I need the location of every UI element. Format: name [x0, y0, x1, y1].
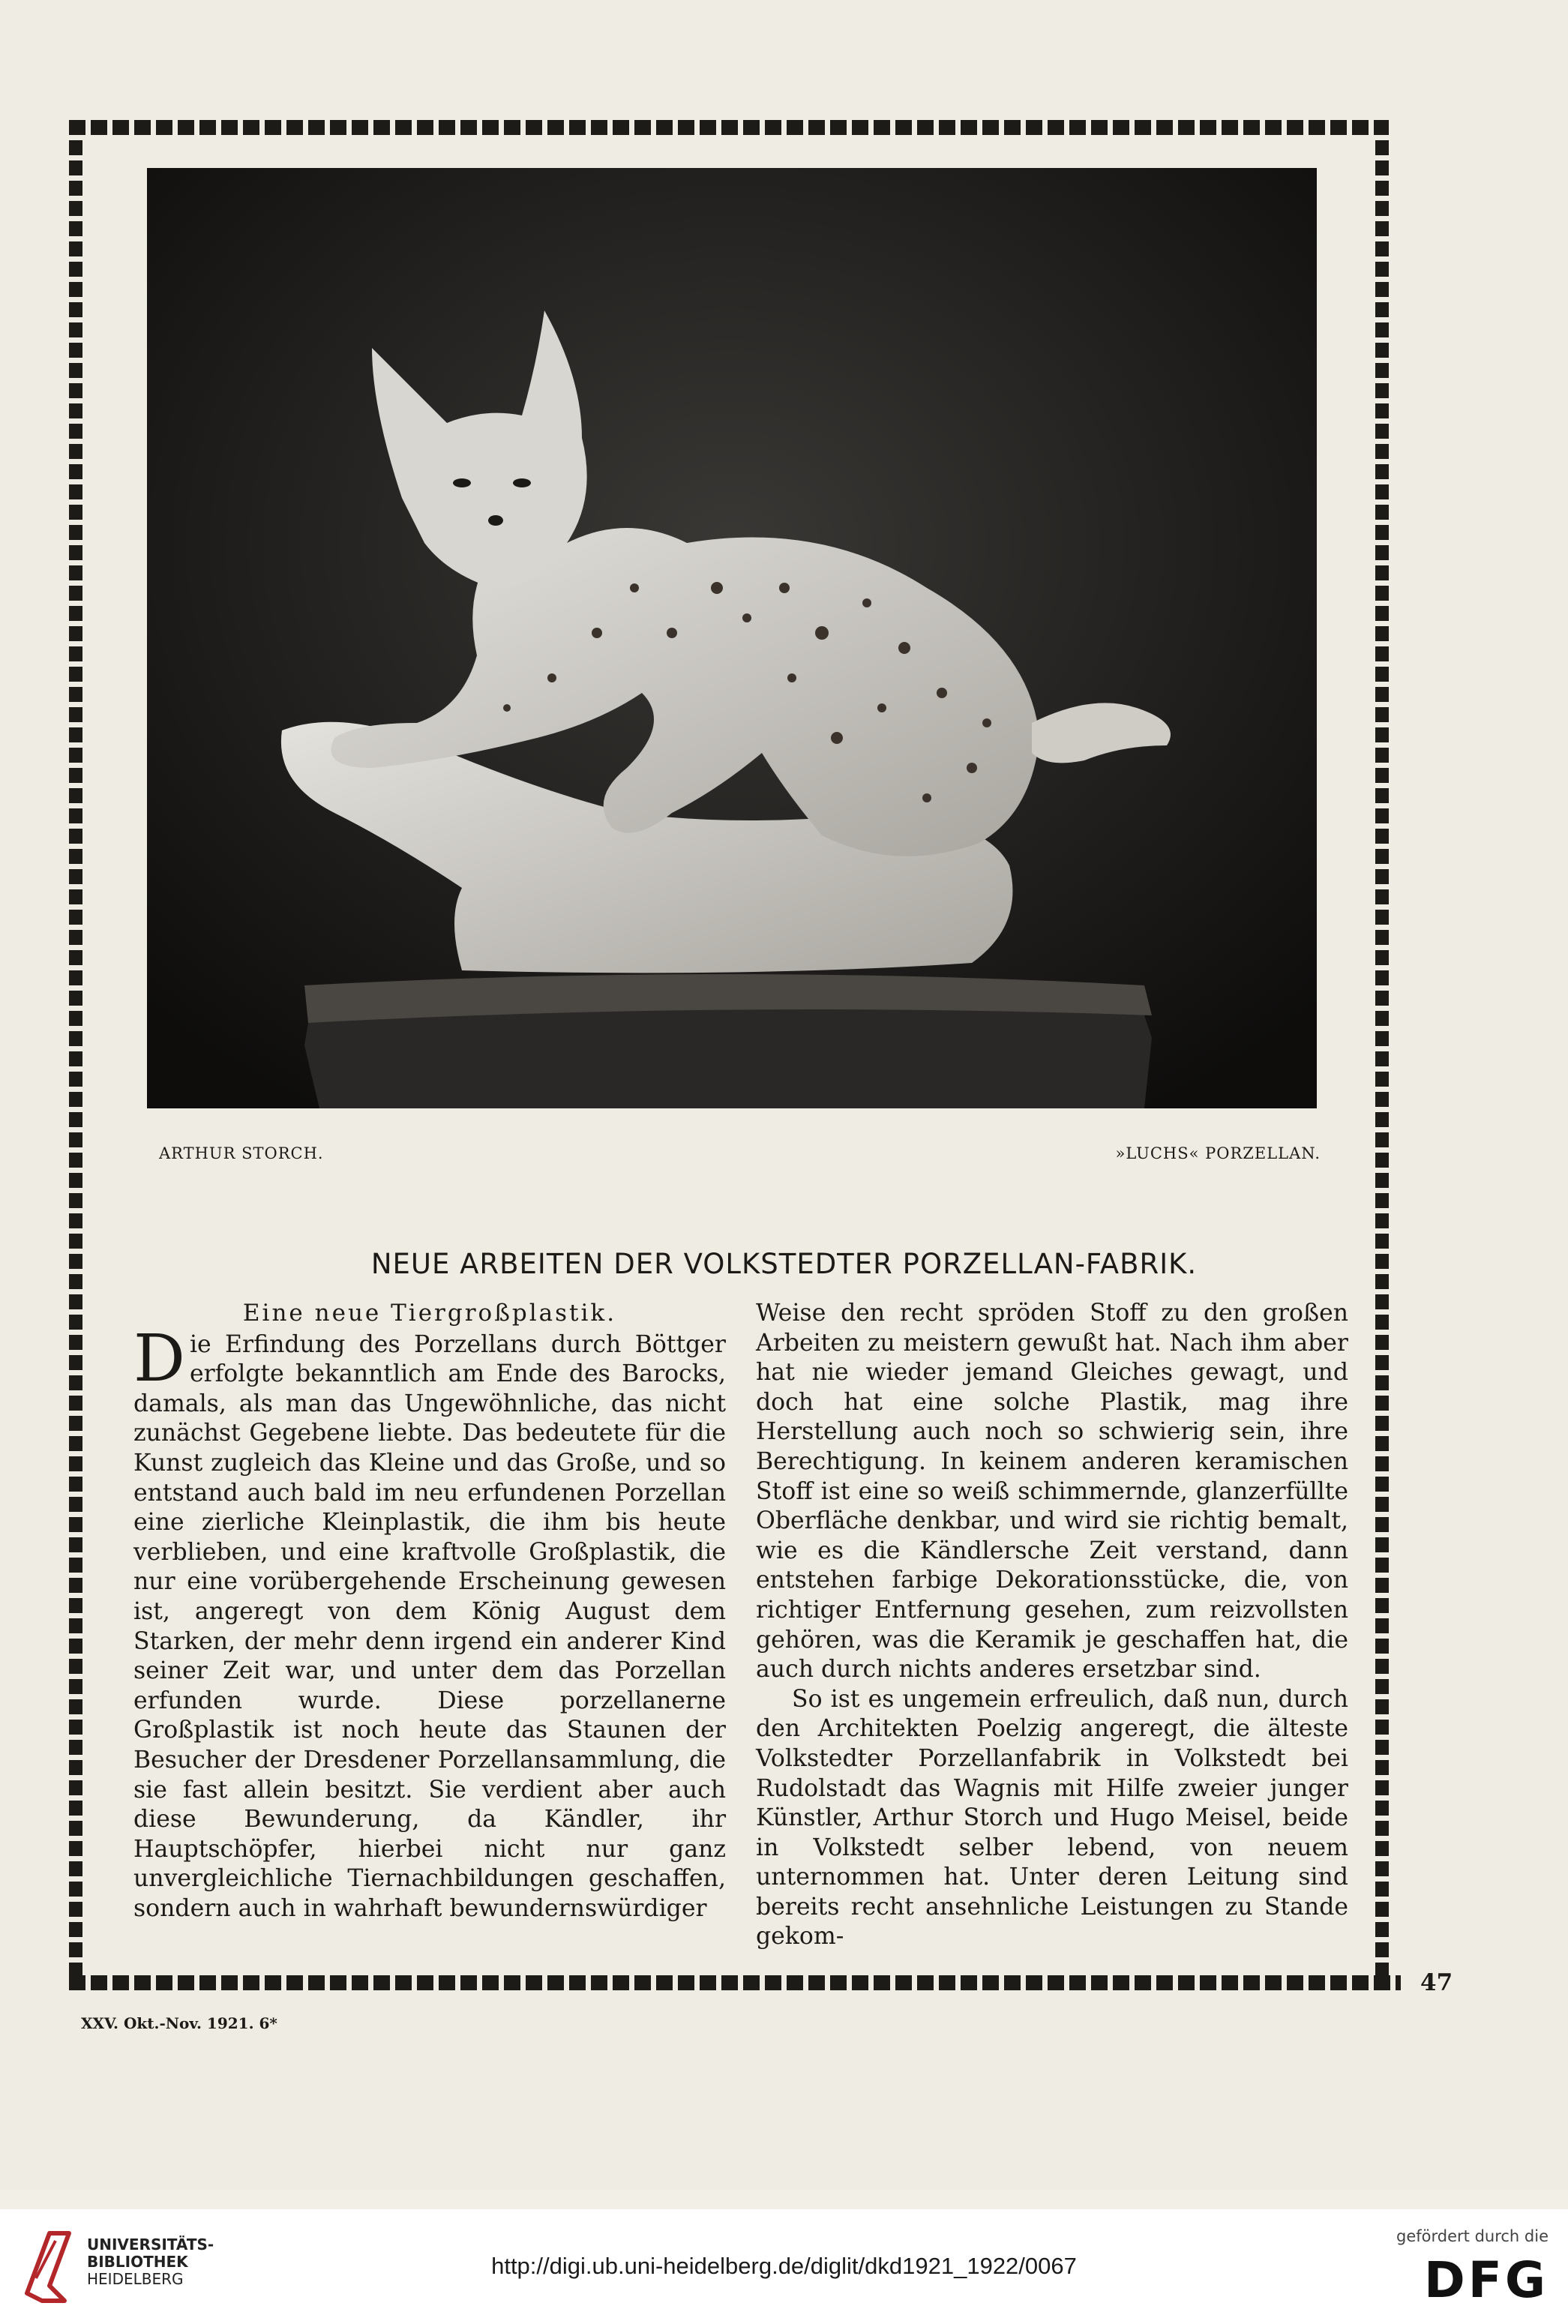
lynx-sculpture-image — [147, 168, 1317, 1108]
text-column-right — [756, 1299, 1348, 1952]
paragraph — [133, 1321, 726, 1924]
ornamental-border-top — [69, 120, 1389, 135]
page-number: 47 — [1420, 1969, 1453, 1996]
paragraph: Weise den recht spröden Stoff zu den großen Arbeiten zu meistern gewußt hat. Nach ihm aber hat nie wieder jemand Gleiches gewagt, und doch hat eine solche Plastik, mag ihre Herstellung auch noch so schwierig sein, ihre Berechtigung. In keinem anderen keramischen Stoff ist eine so weiß schimmernde, glanzerfüllte Oberfläche denkbar, und wird sie richtig bemalt, wie es die Kändlersche Zeit verstand, dann entstehen farbige Dekorationsstücke, die, von richtiger Entfernung gesehen, zum reizvollsten gehören, was die Keramik je geschaffen hat, die auch durch nichts anderes ersetzbar sind. — [756, 1300, 1348, 1684]
lynx-porcelain-photo — [147, 168, 1317, 1108]
photo-caption-title: »LUCHS« PORZELLAN. — [1115, 1144, 1321, 1162]
library-name-line: BIBLIOTHEK — [87, 2253, 188, 2271]
ornamental-border-bottom — [69, 1975, 1401, 1990]
section-subheading: Eine neue Tiergroßplastik. — [242, 1300, 617, 1327]
paragraph-text: ie Erfindung des Porzellans durch Böttger erfolgte bekanntlich am Ende des Barocks, damals, als man das Ungewöhnliche, das nicht zunächst Gegebene liebte. Das bedeutete für die Kunst zugleich das Kleine und das Große, und so entstand auch bald im neu erfundenen Porzellan eine zierliche Kleinplastik, die ihm bis heute verblieben, und eine kraftvolle Großplastik, die nur eine vorübergehende Erscheinung gewesen ist, angeregt von dem König August dem Starken, der mehr denn irgend ein anderer Kind seiner Zeit war, und unter dem das Porzellan erfunden wurde. Diese porzellanerne Großplastik ist noch heute das Staunen der Besucher der Dresdener Porzellansammlung, die sie fast allein besitzt. Sie verdient aber auch diese Bewunderung, da Kändler, ihr Hauptschöpfer, hierbei nicht nur ganz unvergleichliche Tiernachbildungen geschaffen, sondern auch in wahrhaft bewundernswürdiger — [133, 1330, 726, 1922]
text-column-left — [133, 1299, 726, 1924]
dfg-logo: DFG — [1423, 2251, 1549, 2309]
digitization-footer — [0, 2209, 1568, 2324]
paragraph: So ist es ungemein erfreulich, daß nun, durch den Architekten Poelzig angeregt, die älteste Volkstedter Porzellanfabrik in Volkstedt bei Rudolstadt das Wagnis mit Hilfe zweier junger Künstler, Arthur Storch und Hugo Meisel, beide in Volkstedt selber lebend, von neuem unternommen hat. Unter deren Leitung sind bereits recht ansehnliche Leistungen zu Stande gekom- — [756, 1685, 1348, 1951]
library-name-line: UNIVERSITÄTS- — [87, 2236, 214, 2254]
ornamental-border-right — [1375, 120, 1389, 1990]
ornamental-border-left — [69, 120, 82, 1990]
drop-cap-letter: D — [133, 1321, 185, 1396]
article-title: NEUE ARBEITEN DER VOLKSTEDTER PORZELLAN-FABRIK. — [370, 1248, 1198, 1280]
photo-caption-artist: ARTHUR STORCH. — [159, 1144, 324, 1162]
funding-note: gefördert durch die — [1396, 2227, 1549, 2245]
library-name-line: HEIDELBERG — [87, 2270, 184, 2288]
permalink[interactable]: http://digi.ub.uni-heidelberg.de/diglit/dkd1921_1922/0067 — [491, 2253, 1077, 2279]
issue-info: XXV. Okt.-Nov. 1921. 6* — [81, 2014, 277, 2032]
